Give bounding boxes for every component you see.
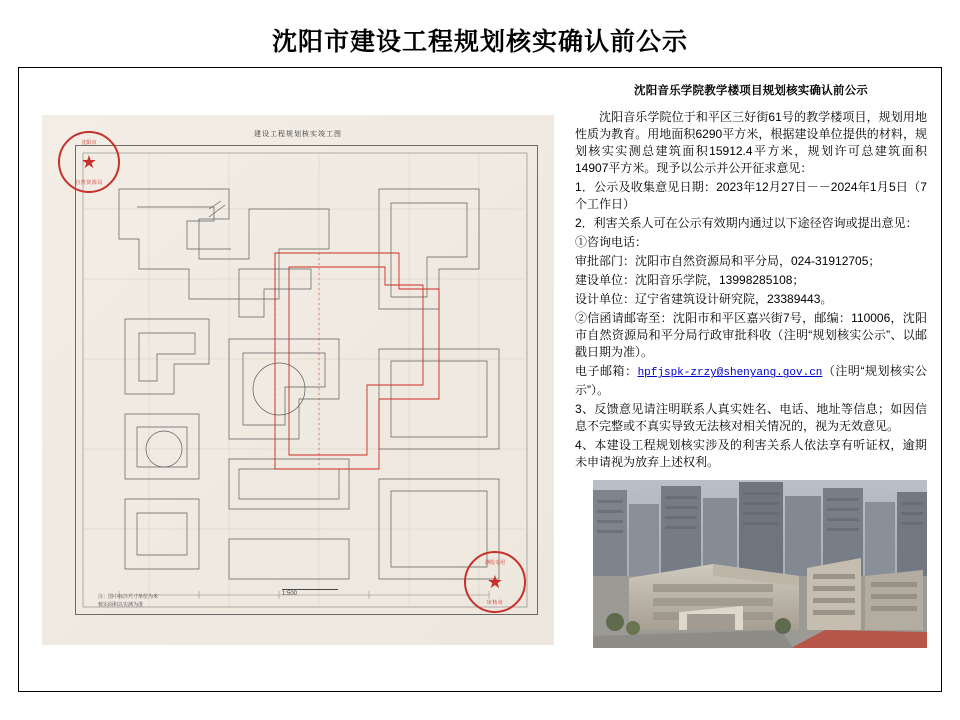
notice-paragraph-2: 1．公示及收集意见日期：2023年12月27日－－2024年1月5日（7个工作日）: [575, 180, 927, 212]
site-plan-drawing: [42, 115, 554, 645]
scale-line: [282, 589, 338, 590]
drawing-legend: [98, 594, 158, 609]
scale-label: 1:500: [282, 591, 298, 597]
seal-br-top-text: 测绘专用: [484, 560, 505, 566]
notice-paragraph-3: 2．利害关系人可在公示有效期内通过以下途径咨询或提出意见：: [575, 216, 918, 231]
seal-br-bottom-text: 审核章: [486, 600, 504, 606]
official-seal-top-left: [58, 131, 120, 193]
official-seal-bottom-right: [464, 551, 526, 613]
notice-paragraph-1: 沈阳音乐学院位于和平区三好街61号的教学楼项目，规划用地性质为教育。用地面积6290平方米，根据建设单位提供的材料，规划核实实测总建筑面积15912.4平方米，规划许可总建筑面积14907平方米。现予以公示并公开征求意见：: [575, 110, 927, 176]
drawing-scale: [282, 589, 338, 597]
star-icon: ★: [80, 152, 98, 172]
photo-illustration: [593, 480, 927, 648]
email-label: 电子邮箱：: [575, 364, 638, 379]
star-icon-2: ★: [486, 572, 504, 592]
notice-text-column: [575, 82, 927, 518]
legend-line-1: 注：图中标注尺寸单位为米: [98, 594, 159, 600]
notice-paragraph-4: ①咨询电话：: [575, 235, 648, 250]
notice-heading: 沈阳音乐学院教学楼项目规划核实确认前公示: [634, 85, 868, 97]
drawing-caption: 建设工程规划核实竣工图: [254, 131, 342, 138]
notice-paragraph-9: 3、反馈意见请注明联系人真实姓名、电话、地址等信息；如因信息不完整或不真实导致无法核对相关情况的，视为无效意见。: [575, 402, 927, 434]
notice-paragraph-5: 审批部门：沈阳市自然资源局和平分局，024-31912705；: [575, 254, 881, 269]
seal-bottom-text: 自然资源局: [75, 180, 103, 186]
legend-line-2: 核实面积以实测为准: [98, 601, 144, 608]
email-link[interactable]: hpfjspk-zrzy@shenyang.gov.cn: [637, 367, 823, 380]
notice-paragraph-10: 4、本建设工程规划核实涉及的利害关系人依法享有听证权，逾期未申请视为放弃上述权利。: [575, 438, 927, 470]
seal-top-text: 沈阳市: [81, 140, 97, 146]
building-photo: [593, 480, 927, 648]
notice-email-line: [575, 363, 927, 399]
page-title: 沈阳市建设工程规划核实确认前公示: [271, 29, 688, 56]
plan-linework: [79, 149, 531, 611]
email-note: （注明“规划核实公示”）。: [575, 364, 927, 398]
content-frame: [18, 67, 942, 692]
notice-paragraph-6: 建设单位：沈阳音乐学院，13998285108；: [575, 273, 805, 288]
notice-paragraph-8: ②信函请邮寄至：沈阳市和平区嘉兴街7号，邮编：110006，沈阳市自然资源局和平分局行政审批科收（注明“规划核实公示”、以邮戳日期为准）。: [575, 311, 927, 360]
notice-paragraph-7: 设计单位：辽宁省建筑设计研究院，23389443。: [575, 292, 833, 307]
